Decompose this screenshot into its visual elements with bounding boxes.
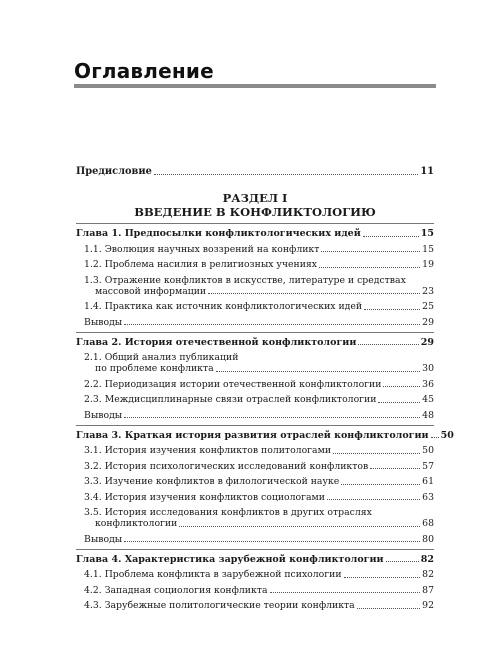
- entry-title: 1.4. Практика как источник конфликтологических идей: [84, 301, 363, 312]
- dot-leader: [124, 324, 420, 325]
- entry-title: 2.3. Междисциплинарные связи отраслей конфликтологии: [84, 394, 377, 405]
- dot-leader: [378, 402, 420, 403]
- subsection-list: [76, 352, 434, 421]
- entry-page: 63: [422, 491, 434, 503]
- entry-title: Глава 1. Предпосылки конфликтологических идей: [76, 228, 361, 239]
- entry-page: 50: [422, 445, 434, 456]
- entry-page: 57: [422, 460, 434, 472]
- entry-page: 29: [422, 316, 434, 328]
- toc-entry-multiline[interactable]: [84, 352, 434, 374]
- toc-entry-chapter[interactable]: [76, 337, 434, 348]
- entry-title-line1: 2.1. Общий анализ публикаций: [84, 352, 239, 363]
- toc-entry-subsection[interactable]: [84, 379, 434, 390]
- entry-page: 15: [422, 243, 434, 255]
- entry-title: 2.2. Периодизация истории отечественной конфликтологии: [84, 378, 382, 390]
- toc-entry-subsection[interactable]: [84, 600, 434, 611]
- chapter-block: [76, 549, 434, 612]
- toc-entry-subsection[interactable]: [84, 410, 434, 421]
- entry-page: 45: [422, 394, 434, 405]
- toc-entry-chapter[interactable]: [76, 228, 434, 239]
- toc-entry-preface[interactable]: [76, 166, 434, 177]
- toc-entry-subsection[interactable]: [84, 394, 434, 405]
- toc-entry-subsection[interactable]: [84, 461, 434, 472]
- dot-leader: [383, 386, 420, 387]
- entry-page: 50: [440, 429, 454, 441]
- dot-leader: [370, 468, 420, 469]
- entry-title: Выводы: [84, 533, 123, 545]
- toc-entry-continuation[interactable]: [84, 363, 434, 374]
- heading-rule: [74, 84, 436, 88]
- entry-page: 82: [420, 553, 434, 565]
- subsection-list: [76, 244, 434, 328]
- dot-leader: [364, 309, 420, 310]
- dot-leader: [344, 577, 421, 578]
- toc-entry-subsection[interactable]: [84, 445, 434, 456]
- entry-title: Выводы: [84, 316, 123, 328]
- section-title: ВВЕДЕНИЕ В КОНФЛИКТОЛОГИЮ: [134, 205, 376, 219]
- toc-entry-subsection[interactable]: [84, 534, 434, 545]
- toc-entry-continuation[interactable]: [84, 286, 434, 297]
- dot-leader: [327, 499, 420, 500]
- entry-page: 48: [422, 409, 434, 421]
- entry-title: конфликтологии: [95, 518, 178, 529]
- toc-entry-chapter[interactable]: [76, 429, 454, 441]
- toc-entry-subsection[interactable]: [84, 585, 434, 596]
- dot-leader: [154, 174, 419, 175]
- toc-entry-subsection[interactable]: [84, 317, 434, 328]
- section-number: РАЗДЕЛ I: [222, 191, 288, 205]
- dot-leader: [341, 484, 420, 485]
- chapter-block: [76, 332, 434, 421]
- dot-leader: [363, 236, 419, 237]
- dot-leader: [216, 371, 420, 372]
- entry-page: 15: [420, 228, 434, 239]
- section-heading: [76, 191, 434, 219]
- chapter-block: [76, 425, 454, 545]
- subsection-list: [76, 569, 434, 611]
- toc-entry-chapter[interactable]: [76, 554, 434, 565]
- toc-entry-subsection[interactable]: [84, 301, 434, 312]
- toc-body: [76, 166, 454, 611]
- entry-title: Глава 3. Краткая история развития отраслей конфликтологии: [76, 429, 429, 441]
- entry-title: Выводы: [84, 409, 123, 421]
- dot-leader: [431, 437, 439, 438]
- entry-title-line1: 3.5. История исследования конфликтов в других отраслях: [84, 507, 372, 518]
- dot-leader: [358, 344, 418, 345]
- toc-entry-subsection[interactable]: [84, 244, 434, 255]
- entry-title: 1.1. Эволюция научных воззрений на конфликт: [84, 243, 320, 255]
- entry-page: 11: [420, 166, 434, 177]
- chapter-block: [76, 223, 434, 328]
- entry-title: 1.2. Проблема насилия в религиозных учениях: [84, 259, 318, 270]
- entry-title: Глава 2. История отечественной конфликтологии: [76, 336, 357, 348]
- dot-leader: [319, 267, 420, 268]
- entry-page: 29: [420, 336, 434, 348]
- entry-title: Предисловие: [76, 166, 152, 177]
- entry-page: 80: [422, 533, 434, 545]
- entry-page: 68: [422, 518, 434, 529]
- entry-page: 23: [422, 285, 434, 297]
- dot-leader: [321, 251, 420, 252]
- dot-leader: [124, 541, 420, 542]
- dot-leader: [208, 293, 420, 294]
- entry-page: 82: [422, 569, 434, 580]
- entry-page: 25: [422, 301, 434, 312]
- entry-page: 36: [422, 378, 434, 390]
- entry-title: 4.3. Зарубежные политологические теории конфликта: [84, 600, 355, 611]
- entry-title-line1: 1.3. Отражение конфликтов в искусстве, литературе и средствах: [84, 274, 406, 286]
- entry-title: 3.4. История изучения конфликтов социологами: [84, 491, 325, 503]
- entry-page: 61: [422, 476, 434, 487]
- chapter-list: [76, 223, 454, 611]
- subsection-list: [76, 445, 434, 545]
- dot-leader: [357, 608, 420, 609]
- toc-entry-subsection[interactable]: [84, 569, 434, 580]
- entry-title: 3.1. История изучения конфликтов политологами: [84, 445, 332, 456]
- entry-title: Глава 4. Характеристика зарубежной конфликтологии: [76, 553, 384, 565]
- entry-title: 4.1. Проблема конфликта в зарубежной психологии: [84, 569, 342, 580]
- entry-title: 3.3. Изучение конфликтов в филологической науке: [84, 476, 340, 487]
- toc-heading: Оглавление: [74, 59, 214, 83]
- entry-title: по проблеме конфликта: [95, 363, 214, 374]
- dot-leader: [333, 453, 420, 454]
- toc-entry-multiline[interactable]: [84, 507, 434, 529]
- entry-title: 4.2. Западная социология конфликта: [84, 584, 268, 596]
- entry-title: 3.2. История психологических исследований конфликтов: [84, 460, 369, 472]
- dot-leader: [124, 417, 420, 418]
- dot-leader: [270, 592, 421, 593]
- dot-leader: [179, 526, 420, 527]
- entry-page: 92: [422, 600, 434, 611]
- dot-leader: [386, 561, 419, 562]
- toc-entry-continuation[interactable]: [84, 518, 434, 529]
- toc-entry-subsection[interactable]: [84, 259, 434, 270]
- toc-entry-subsection[interactable]: [84, 492, 434, 503]
- toc-entry-subsection[interactable]: [84, 476, 434, 487]
- entry-title: массовой информации: [95, 285, 207, 297]
- toc-entry-multiline[interactable]: [84, 275, 434, 297]
- entry-page: 87: [422, 584, 434, 596]
- entry-page: 19: [422, 259, 434, 270]
- entry-page: 30: [422, 363, 434, 374]
